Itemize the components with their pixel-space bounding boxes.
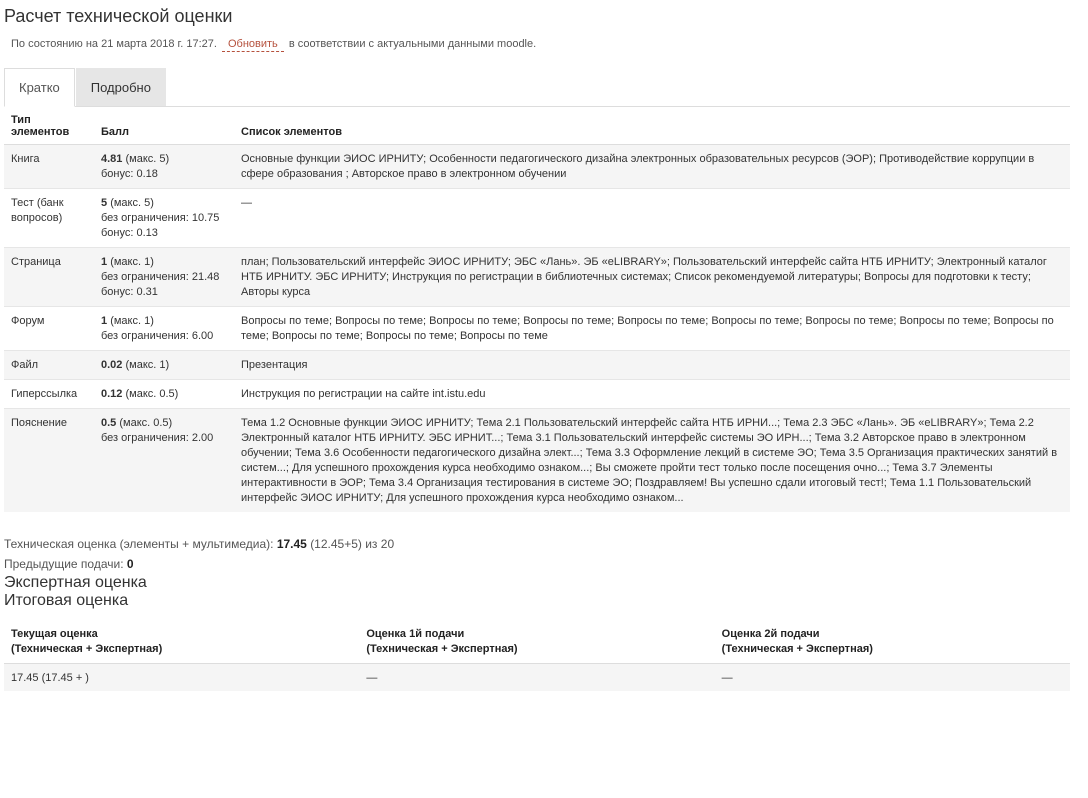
final-header-first	[359, 620, 714, 664]
expert-section-title: Экспертная оценка	[4, 574, 147, 591]
final-header-current	[4, 620, 359, 664]
score-max: (макс. 0.5)	[125, 388, 179, 400]
score-value: 0.12	[101, 388, 123, 400]
tab-bar	[4, 68, 1070, 107]
refresh-link[interactable]: Обновить	[222, 38, 284, 52]
final-header-second-sub: (Техническая + Экспертная)	[721, 643, 873, 655]
score-extra-line: бонус: 0.18	[101, 168, 158, 180]
final-current-value: 17.45 (17.45 + )	[4, 664, 359, 692]
score-value: 0.5	[101, 417, 117, 429]
row-type: Файл	[4, 351, 94, 380]
score-main-line	[101, 358, 227, 373]
final-first-value: —	[359, 664, 714, 692]
final-header-current-sub: (Техническая + Экспертная)	[11, 643, 163, 655]
score-extra-line: бонус: 0.31	[101, 286, 158, 298]
score-extra-line: бонус: 0.13	[101, 227, 158, 239]
elements-table-body	[4, 145, 1070, 513]
score-value: 5	[101, 197, 108, 209]
final-header-current-title: Текущая оценка	[11, 628, 98, 640]
tab-brief[interactable]: Кратко	[4, 68, 75, 107]
score-max: (макс. 5)	[125, 153, 170, 165]
elements-table	[4, 107, 1070, 512]
score-main-line	[101, 152, 227, 167]
score-max: (макс. 1)	[110, 315, 154, 327]
score-extra-line: без ограничения: 10.75	[101, 212, 220, 224]
header-type: Тип элементов	[4, 107, 94, 145]
row-items: Тема 1.2 Основные функции ЭИОС ИРНИТУ; Тема 2.1 Пользовательский интерфейс сайта НТБ ИРНИ...; Тема 2.3 ЭБС «Лань». ЭБ «eLIBRARY»; Тема 2.2 Электронный каталог НТБ ИРНИТУ. ЭБС ИРНИТ...; Тема 3.1 Пользовательский интерфейс системы ЭО ИРН...; Тема 3.2 Авторское право в электронном обучении; Тема 3.6 Особенности педагогического дизайна элект...; Тема 3.3 Оформление лекций в системе ЭО; Тема 3.5 Организация практических занятий в систем...; Для успешного прохождения курса необходимо ознаком...; Вы сможете пройти тест только после посещения очно...; Тема 3.7 Элементы интерактивности в ЭОР; Тема 3.4 Организация тестирования в системе ЭО; Поздравляем! Вы успешно сдали итоговый тест!; Тема 1.1 Пользовательский интерфейс ЭИОС ИРНИТУ; Для успешного прохождения курса необходимо ознаком...	[234, 409, 1070, 513]
final-value-row	[4, 664, 1070, 692]
row-type: Гиперссылка	[4, 380, 94, 409]
final-header-row	[4, 620, 1070, 664]
table-header-row	[4, 107, 1070, 145]
row-score	[94, 380, 234, 409]
score-main-line	[101, 416, 227, 431]
final-header-second-title: Оценка 2й подачи	[721, 628, 820, 640]
final-header-second	[715, 620, 1070, 664]
score-max: (макс. 1)	[110, 256, 154, 268]
row-type: Форум	[4, 307, 94, 351]
status-prefix: По состоянию на 21 марта 2018 г. 17:27.	[11, 38, 217, 50]
tab-detailed[interactable]: Подробно	[76, 68, 166, 106]
table-row	[4, 351, 1070, 380]
header-score: Балл	[94, 107, 234, 145]
table-row	[4, 307, 1070, 351]
score-max: (макс. 1)	[125, 359, 170, 371]
final-header-first-sub: (Техническая + Экспертная)	[366, 643, 518, 655]
final-section-title: Итоговая оценка	[4, 592, 129, 609]
table-row	[4, 409, 1070, 513]
score-main-line	[101, 255, 227, 270]
score-extra-line: без ограничения: 21.48	[101, 271, 220, 283]
score-max: (макс. 0.5)	[119, 417, 173, 429]
final-table	[4, 620, 1070, 691]
row-items: Вопросы по теме; Вопросы по теме; Вопросы по теме; Вопросы по теме; Вопросы по теме; Вопросы по теме; Вопросы по теме; Вопросы по теме; Вопросы по теме; Вопросы по теме; Вопросы по теме; Вопросы по теме	[234, 307, 1070, 351]
tech-score-value: 17.45	[276, 537, 307, 551]
table-row	[4, 380, 1070, 409]
score-value: 0.02	[101, 359, 123, 371]
row-items: Инструкция по регистрации на сайте int.istu.edu	[234, 380, 1070, 409]
row-items: —	[234, 189, 1070, 248]
row-items: Основные функции ЭИОС ИРНИТУ; Особенности педагогического дизайна электронных образовательных ресурсов (ЭОР); Противодействие коррупции в сфере образования ; Авторское право в электронном обучении	[234, 145, 1070, 189]
row-score	[94, 248, 234, 307]
row-score	[94, 307, 234, 351]
page-title: Расчет технической оценки	[4, 6, 233, 26]
score-extra-line: без ограничения: 6.00	[101, 330, 214, 342]
tech-score-label: Техническая оценка (элементы + мультимедиа):	[4, 537, 274, 551]
score-value: 4.81	[101, 153, 123, 165]
row-type: Тест (банк вопросов)	[4, 189, 94, 248]
score-max: (макс. 5)	[110, 197, 154, 209]
status-suffix: в соответствии с актуальными данными moodle.	[288, 38, 537, 50]
row-items: Презентация	[234, 351, 1070, 380]
table-row	[4, 145, 1070, 189]
score-main-line	[101, 387, 227, 402]
final-header-first-title: Оценка 1й подачи	[366, 628, 465, 640]
score-value: 1	[101, 256, 108, 268]
row-score	[94, 351, 234, 380]
row-score	[94, 145, 234, 189]
tech-score-line	[4, 534, 1070, 554]
score-extra-line: без ограничения: 2.00	[101, 432, 214, 444]
row-type: Страница	[4, 248, 94, 307]
table-row	[4, 189, 1070, 248]
prev-submissions-label: Предыдущие подачи:	[4, 557, 124, 571]
status-line	[4, 31, 1070, 59]
header-items: Список элементов	[234, 107, 1070, 145]
summary-block	[4, 534, 1070, 574]
score-main-line	[101, 196, 227, 211]
tech-score-detail: (12.45+5) из 20	[310, 537, 395, 551]
row-type: Пояснение	[4, 409, 94, 513]
row-score	[94, 409, 234, 513]
final-second-value: —	[715, 664, 1070, 692]
row-type: Книга	[4, 145, 94, 189]
row-items: план; Пользовательский интерфейс ЭИОС ИРНИТУ; ЭБС «Лань». ЭБ «eLIBRARY»; Пользовательский интерфейс сайта НТБ ИРНИТУ; Электронный каталог НТБ ИРНИТУ. ЭБС ИРНИТУ; Инструкция по регистрации в библиотечных системах; Список рекомендуемой литературы; Вопросы для подготовки к тесту; Авторы курса	[234, 248, 1070, 307]
prev-submissions-value: 0	[126, 557, 134, 571]
prev-submissions-line	[4, 554, 1070, 574]
score-value: 1	[101, 315, 108, 327]
row-score	[94, 189, 234, 248]
score-main-line	[101, 314, 227, 329]
table-row	[4, 248, 1070, 307]
